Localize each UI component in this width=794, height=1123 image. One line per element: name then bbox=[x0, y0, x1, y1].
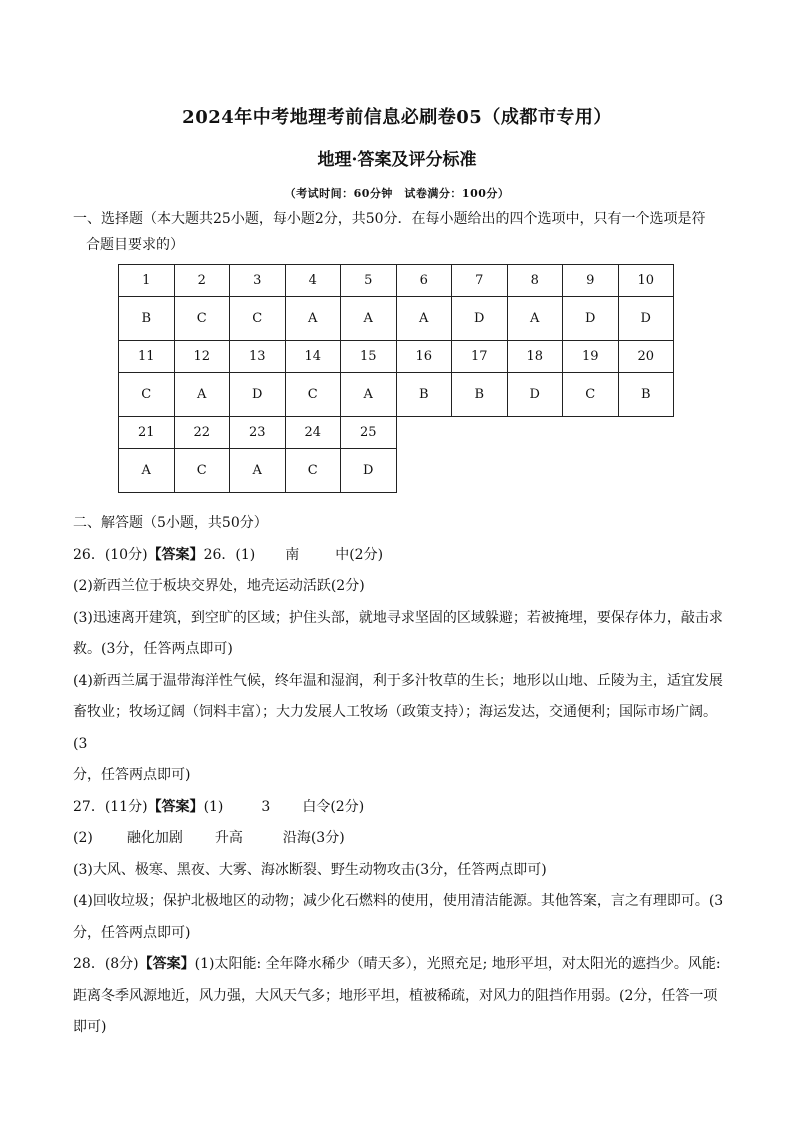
question-number: 21 bbox=[119, 417, 175, 449]
question-number: 18 bbox=[507, 341, 563, 373]
question-number: 4 bbox=[285, 265, 341, 297]
answer-cell: D bbox=[230, 373, 286, 417]
answer-cell: D bbox=[618, 297, 674, 341]
answer-cell: D bbox=[507, 373, 563, 417]
answer-cell: A bbox=[119, 449, 175, 493]
empty-cell bbox=[618, 449, 674, 493]
answer-cell: D bbox=[341, 449, 397, 493]
question-number: 10 bbox=[618, 265, 674, 297]
q27-1-label: (1) bbox=[203, 798, 224, 815]
answer-cell: A bbox=[341, 373, 397, 417]
question-number: 19 bbox=[563, 341, 619, 373]
question-number: 8 bbox=[507, 265, 563, 297]
answer-cell: C bbox=[174, 449, 230, 493]
question-number: 7 bbox=[452, 265, 508, 297]
answer-cell: A bbox=[285, 297, 341, 341]
q28-line-1-cont2: 即可) bbox=[73, 1019, 107, 1035]
question-number: 2 bbox=[174, 265, 230, 297]
answer-cell: A bbox=[341, 297, 397, 341]
q28-1-text: (1)太阳能: 全年降水稀少（晴天多），光照充足; 地形平坦，对太阳光的遮挡少。风能: bbox=[194, 956, 721, 972]
section-2 bbox=[73, 508, 728, 1044]
table-row bbox=[119, 265, 674, 297]
question-number: 22 bbox=[174, 417, 230, 449]
q27-1-answer-b: 白令(2分) bbox=[302, 798, 365, 815]
empty-cell bbox=[452, 417, 508, 449]
table-row bbox=[119, 297, 674, 341]
answer-cell: A bbox=[396, 297, 452, 341]
empty-cell bbox=[563, 449, 619, 493]
table-row bbox=[119, 417, 674, 449]
question-number: 14 bbox=[285, 341, 341, 373]
page-subtitle: 地理·答案及评分标准 bbox=[317, 150, 477, 170]
answer-cell: B bbox=[618, 373, 674, 417]
q26-prefix: 26．(10分) bbox=[73, 546, 148, 563]
answer-tag: 【答案】 bbox=[147, 798, 204, 815]
empty-cell bbox=[396, 449, 452, 493]
empty-cell bbox=[396, 417, 452, 449]
q26-line-3-cont: 救。(3分，任答两点即可) bbox=[73, 641, 233, 657]
q27-2-label: (2) bbox=[73, 830, 93, 846]
q26-line-2: (2)新西兰位于板块交界处，地壳运动活跃(2分) bbox=[73, 578, 365, 594]
section-1-heading-line: 一、选择题（本大题共25小题，每小题2分，共50分．在每小题给出的四个选项中，只有一个选项是符 bbox=[73, 211, 706, 227]
question-number: 6 bbox=[396, 265, 452, 297]
question-number: 3 bbox=[230, 265, 286, 297]
section-1-heading-cont: 合题目要求的） bbox=[86, 237, 184, 253]
answer-cell: C bbox=[230, 297, 286, 341]
question-number: 25 bbox=[341, 417, 397, 449]
answer-cell: B bbox=[119, 297, 175, 341]
question-number: 9 bbox=[563, 265, 619, 297]
answer-tag: 【答案】 bbox=[147, 546, 204, 563]
empty-cell bbox=[618, 417, 674, 449]
table-row bbox=[119, 449, 674, 493]
answer-cell: D bbox=[563, 297, 619, 341]
answer-cell: A bbox=[174, 373, 230, 417]
answer-cell: A bbox=[230, 449, 286, 493]
answer-cell: B bbox=[452, 373, 508, 417]
empty-cell bbox=[452, 449, 508, 493]
q27-line-4-cont: 分，任答两点即可) bbox=[73, 924, 191, 941]
answer-cell: C bbox=[563, 373, 619, 417]
answer-table bbox=[118, 264, 674, 493]
q26-1-answer-a: 南 bbox=[285, 546, 300, 563]
q26-line-4-cont2: 分，任答两点即可) bbox=[73, 767, 191, 783]
question-number: 23 bbox=[230, 417, 286, 449]
question-number: 16 bbox=[396, 341, 452, 373]
q27-line-1 bbox=[73, 792, 728, 824]
answer-cell: A bbox=[507, 297, 563, 341]
question-number: 1 bbox=[119, 265, 175, 297]
answer-cell: B bbox=[396, 373, 452, 417]
q26-line-4-cont1: 畜牧业；牧场辽阔（饲料丰富）；大力发展人工牧场（政策支持）；海运发达，交通便利；国际市场广阔。(3 bbox=[73, 704, 717, 752]
q26-line-1 bbox=[73, 540, 728, 572]
answer-cell: D bbox=[452, 297, 508, 341]
question-number: 13 bbox=[230, 341, 286, 373]
answer-cell: C bbox=[119, 373, 175, 417]
section-2-heading: 二、解答题（5小题，共50分） bbox=[73, 515, 268, 531]
page-title: 2024年中考地理考前信息必刷卷05（成都市专用） bbox=[182, 107, 612, 128]
table-row bbox=[119, 341, 674, 373]
q26-line-4: (4)新西兰属于温带海洋性气候，终年温和湿润，利于多汁牧草的生长；地形以山地、丘陵为主，适宜发展 bbox=[73, 672, 723, 689]
q27-2-answer-a: 融化加剧 bbox=[126, 830, 183, 846]
q27-2-answer-c: 沿海(3分) bbox=[282, 830, 345, 846]
q27-prefix: 27．(11分) bbox=[73, 798, 148, 815]
q28-line-1 bbox=[73, 949, 728, 981]
empty-cell bbox=[507, 417, 563, 449]
exam-info: （考试时间：60分钟 试卷满分：100分） bbox=[284, 187, 510, 200]
q28-prefix: 28．(8分) bbox=[73, 956, 139, 972]
answer-cell: C bbox=[174, 297, 230, 341]
q27-2-answer-b: 升高 bbox=[214, 830, 243, 846]
question-number: 17 bbox=[452, 341, 508, 373]
q28-line-1-cont1: 距离冬季风源地近，风力强，大风天气多；地形平坦，植被稀疏，对风力的阻挡作用弱。(2分，任答一项 bbox=[73, 987, 718, 1004]
answer-cell: C bbox=[285, 449, 341, 493]
empty-cell bbox=[563, 417, 619, 449]
answer-tag: 【答案】 bbox=[138, 956, 195, 972]
question-number: 12 bbox=[174, 341, 230, 373]
q27-line-2 bbox=[73, 823, 728, 855]
question-number: 24 bbox=[285, 417, 341, 449]
question-number: 11 bbox=[119, 341, 175, 373]
q26-line-3: (3)迅速离开建筑，到空旷的区域；护住头部，就地寻求坚固的区域躲避；若被掩埋，要保存体力，敲击求 bbox=[73, 609, 723, 626]
q26-1-label: 26．(1) bbox=[203, 546, 256, 563]
empty-cell bbox=[507, 449, 563, 493]
q27-1-answer-a: 3 bbox=[261, 798, 271, 815]
table-row bbox=[119, 373, 674, 417]
section-1-heading bbox=[73, 206, 723, 258]
q27-line-4: (4)回收垃圾；保护北极地区的动物；减少化石燃料的使用，使用清洁能源。其他答案，言之有理即可。(3 bbox=[73, 893, 724, 909]
answer-cell: C bbox=[285, 373, 341, 417]
question-number: 5 bbox=[341, 265, 397, 297]
q26-1-answer-b: 中(2分) bbox=[335, 546, 384, 563]
question-number: 15 bbox=[341, 341, 397, 373]
question-number: 20 bbox=[618, 341, 674, 373]
q27-line-3: (3)大风、极寒、黑夜、大雾、海冰断裂、野生动物攻击(3分，任答两点即可) bbox=[73, 861, 547, 878]
